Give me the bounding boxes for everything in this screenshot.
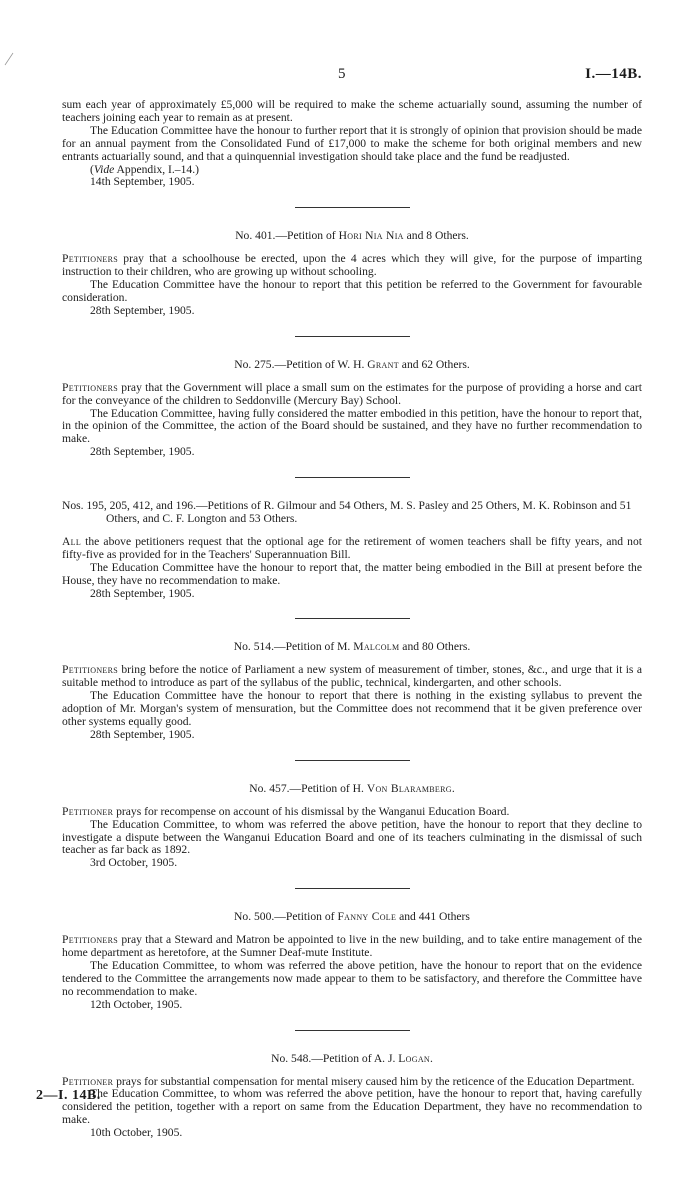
petition-body: All the above petitioners request that the optional age for the retirement of women teachers shall be fifty years, and not fifty-five as provided for in the Teachers' Superannuation Bill.	[62, 534, 642, 561]
petition-report: The Education Committee, to whom was referred the above petition, have the honour to report that, having carefully considered the petition, together with a report on same from the Education Department, they have no recommendation to make.	[62, 1087, 642, 1127]
petition-heading: No. 275.—Petition of W. H. Grant and 62 Others.	[234, 357, 470, 371]
petition-body: Petitioner prays for recompense on account of his dismissal by the Wanganui Education Board.	[62, 804, 510, 818]
section-divider	[295, 1030, 410, 1031]
petition-heading: No. 401.—Petition of Hori Nia Nia and 8 Others.	[235, 229, 469, 243]
section-divider	[295, 618, 410, 619]
section-divider	[295, 336, 410, 337]
petition-section	[62, 500, 642, 619]
petition-date: 28th September, 1905.	[90, 586, 195, 600]
petition-date: 3rd October, 1905.	[90, 856, 178, 870]
petition-report: The Education Committee, to whom was referred the above petition, have the honour to report that on the evidence tendered to the Committee the arrangements now made appear to them to be satisfactory, and therefore the Committee have no recommendation to make.	[62, 958, 642, 998]
page-header	[62, 66, 642, 86]
petition-body: Petitioners pray that a schoolhouse be erected, upon the 4 acres which they will give, for the purpose of imparting instruction to their children, who are growing up without schooling.	[62, 252, 642, 279]
intro-report: The Education Committee have the honour to further report that it is strongly of opinion that provision should be made for an annual payment from the Consolidated Fund of £17,000 to make the scheme for both original members and new entrants actuarially sound, and that a quinquennial investigation should take place and the fund be readjusted.	[62, 123, 642, 163]
petition-section	[62, 911, 642, 1030]
petition-section	[62, 641, 642, 760]
petition-body: Petitioners pray that the Government will place a small sum on the estimates for the purpose of providing a horse and cart for the conveyance of the children to Seddonville (Mercury Bay) School.	[62, 380, 642, 407]
signature-mark: 2—I. 14B.	[36, 1088, 101, 1103]
section-divider	[295, 760, 410, 761]
petition-heading: Nos. 195, 205, 412, and 196.—Petitions of R. Gilmour and 54 Others, M. S. Pasley and 25 Others, M. K. Robinson and 51 Others, and C. F. Longton and 53 Others.	[62, 499, 632, 526]
petition-section	[62, 359, 642, 478]
paper-reference: I.—14B.	[585, 66, 642, 82]
document-body	[62, 99, 642, 1140]
section-divider	[295, 888, 410, 889]
petition-heading: No. 500.—Petition of Fanny Cole and 441 Others	[234, 910, 470, 924]
petition-date: 10th October, 1905.	[90, 1126, 183, 1140]
petition-report: The Education Committee have the honour to report that there is nothing in the existing syllabus to prevent the adoption of Mr. Morgan's system of mensuration, but the Committee does not recommend that it be given preference over other systems equally good.	[62, 689, 642, 728]
petition-date: 28th September, 1905.	[90, 445, 195, 459]
margin-pencil-mark	[4, 52, 14, 66]
section-divider	[295, 207, 410, 208]
petition-heading: No. 457.—Petition of H. Von Blaramberg.	[249, 781, 455, 795]
petition-report: The Education Committee have the honour to report that this petition be referred to the Government for favourable consideration.	[62, 278, 642, 304]
vide-open: (	[90, 162, 94, 176]
petition-section	[62, 783, 642, 889]
vide-rest: Appendix, I.–14.)	[114, 162, 199, 176]
petition-body: Petitioners pray that a Steward and Matron be appointed to live in the new building, and to take entire management of the home department as heretofore, at the Sumner Deaf-mute Institute.	[62, 933, 642, 960]
petition-report: The Education Committee, to whom was referred the above petition, have the honour to report that they decline to investigate a dispute between the Wanganui Education Board and one of its teachers culminating in the dismissal of such teacher as far back as 1892.	[62, 817, 642, 857]
petition-report: The Education Committee have the honour to report that, the matter being embodied in the Bill at present before the House, they have no recommendation to make.	[62, 560, 642, 587]
petition-date: 28th September, 1905.	[90, 727, 195, 741]
vide-word: Vide	[93, 162, 115, 176]
petition-section	[62, 230, 642, 336]
section-divider	[295, 477, 410, 478]
petition-heading: No. 548.—Petition of A. J. Logan.	[271, 1051, 433, 1065]
petition-date: 12th October, 1905.	[90, 997, 183, 1011]
petition-report: The Education Committee, having fully considered the matter embodied in this petition, have the honour to report that, in the opinion of the Committee, the action of the Board should be sustained, and they have no further recommendation to make.	[62, 406, 642, 446]
intro-paragraph: sum each year of approximately £5,000 will be required to make the scheme actuarially sound, assuming the number of teachers joining each year to remain as at present.	[62, 98, 642, 124]
petition-section	[62, 1053, 642, 1140]
petition-body: Petitioners bring before the notice of Parliament a new system of measurement of timber, stones, &c., and urge that it is a suitable method to introduce as part of the syllabus of the public, technical, kindergarten, and other schools.	[62, 663, 642, 690]
page-number: 5	[338, 66, 346, 82]
intro-date: 14th September, 1905.	[90, 175, 195, 189]
petition-body: Petitioner prays for substantial compensation for mental misery caused him by the reticence of the Education Department.	[62, 1074, 635, 1088]
petition-date: 28th September, 1905.	[90, 303, 195, 317]
petition-heading: No. 514.—Petition of M. Malcolm and 80 Others.	[233, 640, 471, 654]
